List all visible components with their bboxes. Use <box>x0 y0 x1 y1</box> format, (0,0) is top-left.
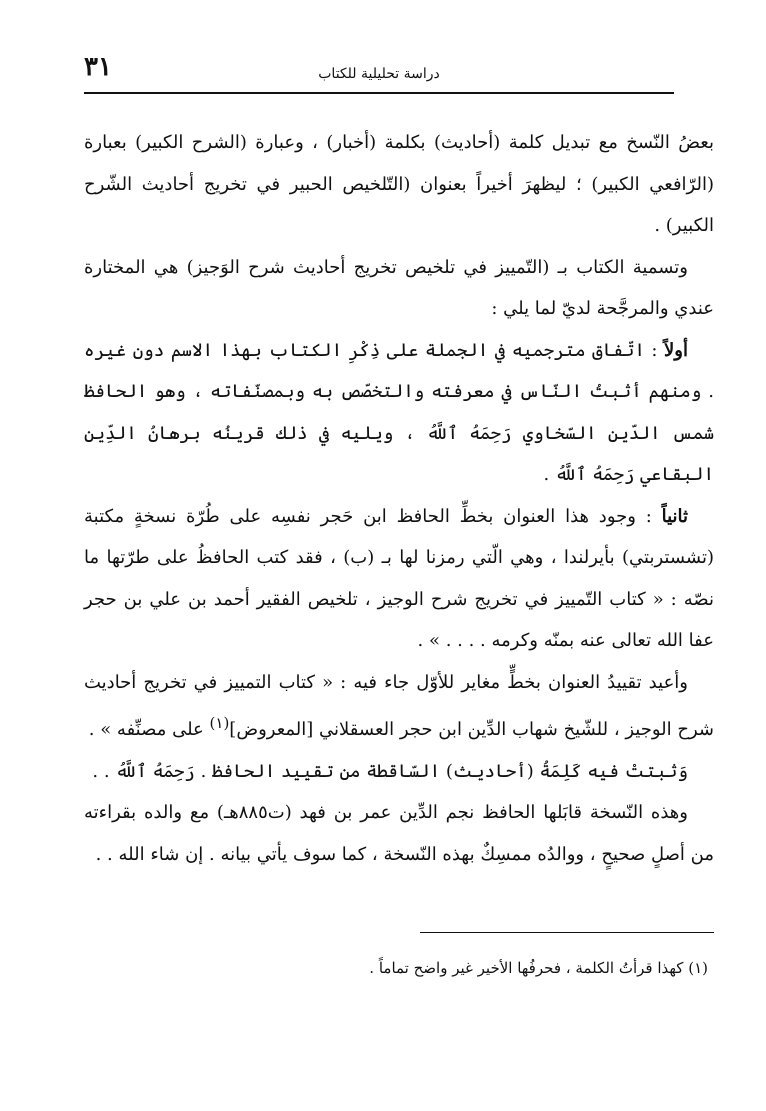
running-title: دراسة تحليلية للكتاب <box>318 66 440 82</box>
footnote-reference[interactable]: (١) <box>209 714 230 732</box>
footnote <box>84 956 708 980</box>
page-number: ٣١ <box>84 52 112 82</box>
paragraph-4 <box>84 496 714 662</box>
paragraph-3-lead: أولاً <box>664 339 688 361</box>
paragraph-3-text: : اتّفاق مترجميه في الجملة على ذِكْرِ الكتاب بهذا الاسم دون غيره . ومنهم أثبتُ النّاس في معرفته والتخصّص به وبمصنّفاته ، وهو الحافظ شمس الدّين السّخاوي رَحِمَهُ ٱللَّهُ ، ويليه في ذلك قرينُه برهانُ الدِّين البقاعي رَحِمَهُ ٱللَّهُ . <box>84 339 714 485</box>
paragraph-6: وَثبتتْ فيه كَلِمَةُ (أحاديث) السّاقطة من تقييد الحافظ . رَحِمَهُ ٱللَّهُ . . <box>92 760 688 782</box>
footnote-divider <box>420 932 714 933</box>
footnote-mark: (١) <box>688 959 708 977</box>
paragraph-7: وهذه النّسخة قابَلها الحافظ نجم الدِّين عمر بن فهد (ت٨٨٥هـ) مع والده بقراءته من أصلٍ صحيحٍ ، ووالدُه ممسِكٌ بهذه النّسخة ، كما سوف يأتي بيانه . إن شاء الله . . <box>84 802 714 865</box>
page-header <box>84 52 674 94</box>
paragraph-3 <box>84 330 714 496</box>
footnote-text: كهذا قرأتُ الكلمة ، فحرفُها الأخير غير واضح تماماً . <box>369 959 684 977</box>
paragraph-2: وتسمية الكتاب بـ (التّمييز في تلخيص تخريج أحاديث شرح الوَجيز) هي المختارة عندي والمرجَّحة لديّ لما يلي : <box>84 256 714 319</box>
paragraph-1: بعضُ النّسخ مع تبديل كلمة (أحاديث) بكلمة (أخبار) ، وعبارة (الشرح الكبير) بعبارة (الرّافعي الكبير) ؛ ليظهرَ أخيراً بعنوان (التّلخيص الحبير في تخريج أحاديث الشّرح الكبير) . <box>84 132 714 236</box>
body-text <box>84 122 714 875</box>
paragraph-4-text: : وجود هذا العنوان بخطِّ الحافظ ابن حَجر نفسِه على طُرّة نسخةٍ مكتبة (تشستربتي) بأيرلندا ، وهي الّتي رمزنا لها بـ (ب) ، فقد كتب الحافظُ على طرّتها ما نصّه : « كتاب التّمييز في تخريج شرح الوجيز ، تلخيص الفقير أحمد بن علي بن حجر عفا الله تعالى عنه بمنّه وكرمه . . . . » . <box>84 505 714 651</box>
paragraph-5-text-a: وأعيد تقييدُ العنوان بخطٍّ مغاير للأوّل جاء فيه : « كتاب التمييز في تخريج أحاديث شرح الوجيز ، للشّيخ شهاب الدِّين ابن حجر العسقلاني [المعروض] <box>84 671 714 740</box>
paragraph-5-text-b: على مصنِّفه » . <box>88 719 210 740</box>
paragraph-4-lead: ثانياً <box>661 505 688 527</box>
paragraph-5 <box>84 662 714 751</box>
